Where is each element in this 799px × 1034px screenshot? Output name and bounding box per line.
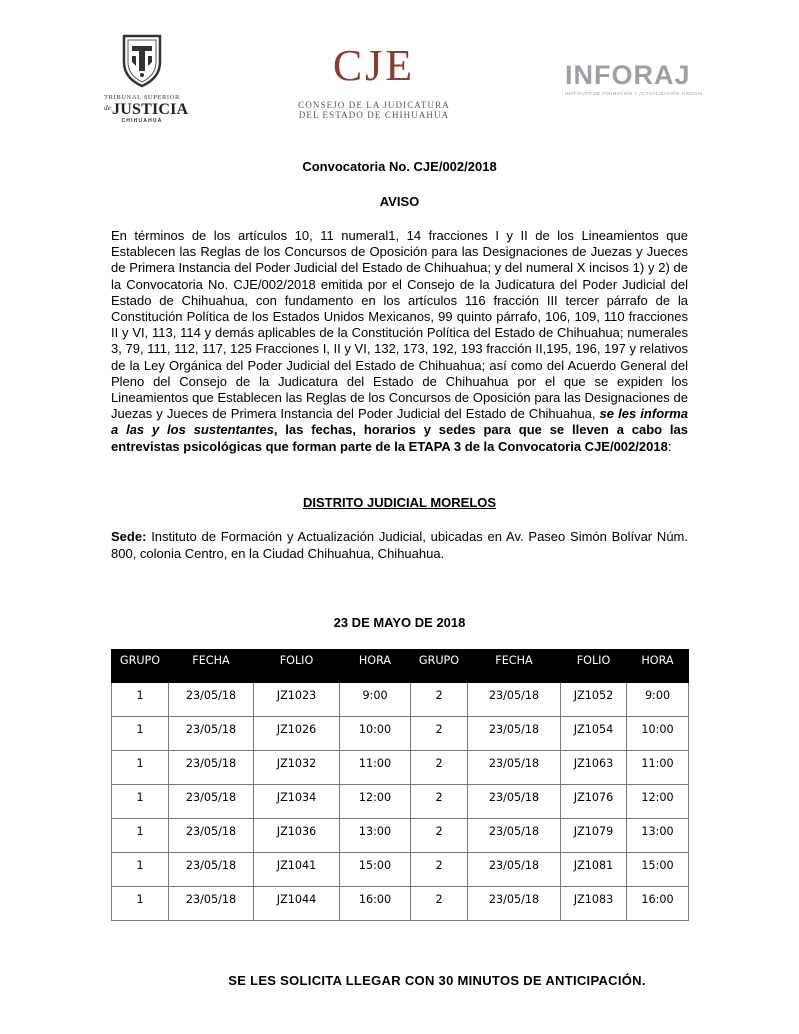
table-cell: JZ1034: [254, 785, 340, 819]
convocatoria-title: Convocatoria No. CJE/002/2018: [302, 159, 497, 174]
table-cell: JZ1026: [254, 717, 340, 751]
table-cell: JZ1036: [254, 819, 340, 853]
table-cell: 16:00: [340, 887, 411, 921]
table-cell: 9:00: [340, 683, 411, 717]
table-cell: 23/05/18: [169, 785, 254, 819]
sede-paragraph: [111, 528, 688, 562]
header-hora-2: HORA: [627, 650, 689, 683]
table-cell: JZ1044: [254, 887, 340, 921]
table-cell: 11:00: [340, 751, 411, 785]
inforaj-logo: [565, 60, 715, 100]
table-cell: 2: [411, 683, 468, 717]
cje-subtitle-line2: DEL ESTADO DE CHIHUAHUA: [298, 110, 450, 120]
table-cell: 23/05/18: [468, 819, 561, 853]
body-emphasis: se les informa a las y los sustentantes: [111, 406, 688, 438]
table-cell: 13:00: [627, 819, 689, 853]
table-header-row: [112, 650, 689, 683]
tsj-shield-icon: [118, 32, 166, 88]
table-cell: JZ1023: [254, 683, 340, 717]
table-cell: 2: [411, 717, 468, 751]
table-cell: 23/05/18: [468, 853, 561, 887]
header-grupo: GRUPO: [112, 650, 169, 683]
schedule-table: [111, 649, 689, 921]
tsj-bottom-text: CHIHUAHUA: [121, 118, 163, 124]
table-cell: JZ1052: [561, 683, 627, 717]
inforaj-mark: INFORAJ: [565, 60, 691, 90]
body-end: :: [667, 438, 672, 454]
header-fecha: FECHA: [169, 650, 254, 683]
tsj-logo: [104, 32, 189, 124]
table-cell: 23/05/18: [468, 887, 561, 921]
table-cell: 23/05/18: [169, 887, 254, 921]
body-bold-text: , las fechas, horarios y sedes para que se lleven a cabo las entrevistas psicológicas que forman parte de la ETAPA 3 de la Convocatoria CJE/002/2018: [111, 422, 689, 454]
table-cell: 2: [411, 887, 468, 921]
table-cell: 23/05/18: [169, 853, 254, 887]
table-cell: 15:00: [340, 853, 411, 887]
table-cell: 2: [411, 751, 468, 785]
header-grupo-2: GRUPO: [411, 650, 468, 683]
table-row: [112, 683, 689, 717]
table-cell: 12:00: [627, 785, 689, 819]
table-cell: 23/05/18: [169, 717, 254, 751]
aviso-heading: AVISO: [379, 194, 420, 209]
table-cell: 1: [112, 853, 169, 887]
table-cell: 2: [411, 785, 468, 819]
table-row: [112, 751, 689, 785]
cje-logo: [296, 41, 452, 124]
table-cell: JZ1079: [561, 819, 627, 853]
header-fecha-2: FECHA: [468, 650, 561, 683]
table-cell: JZ1054: [561, 717, 627, 751]
table-cell: JZ1063: [561, 751, 627, 785]
table-cell: 2: [411, 819, 468, 853]
cje-subtitle-line1: CONSEJO DE LA JUDICATURA: [298, 100, 450, 110]
table-cell: 23/05/18: [468, 717, 561, 751]
table-cell: 1: [112, 751, 169, 785]
table-cell: 23/05/18: [468, 683, 561, 717]
table-cell: 1: [112, 785, 169, 819]
table-cell: 23/05/18: [468, 785, 561, 819]
table-body: [112, 683, 689, 921]
table-cell: 11:00: [627, 751, 689, 785]
table-cell: 2: [411, 853, 468, 887]
table-cell: 1: [112, 683, 169, 717]
table-row: [112, 853, 689, 887]
distrito-heading: DISTRITO JUDICIAL MORELOS: [302, 495, 497, 510]
body-paragraph: [111, 228, 688, 455]
table-cell: 1: [112, 887, 169, 921]
tsj-top-text: TRIBUNAL SUPERIOR: [104, 94, 180, 101]
table-row: [112, 819, 689, 853]
table-cell: JZ1083: [561, 887, 627, 921]
sede-label: Sede:: [111, 529, 147, 544]
footer-notice: SE LES SOLICITA LLEGAR CON 30 MINUTOS DE ANTICIPACIÓN.: [228, 973, 646, 988]
tsj-main-text: $^{de}$JUSTICIA: [104, 101, 189, 118]
table-cell: 1: [112, 717, 169, 751]
cje-mark: CJE: [332, 41, 416, 90]
table-cell: 23/05/18: [468, 751, 561, 785]
table-cell: 23/05/18: [169, 819, 254, 853]
table-cell: JZ1076: [561, 785, 627, 819]
table-cell: JZ1032: [254, 751, 340, 785]
inforaj-subtitle: INSTITUTO DE FORMACIÓN Y ACTUALIZACIÓN JUDICIAL: [565, 91, 704, 96]
header-folio: FOLIO: [254, 650, 340, 683]
table-cell: 23/05/18: [169, 683, 254, 717]
table-cell: 23/05/18: [169, 751, 254, 785]
table-cell: 10:00: [627, 717, 689, 751]
table-cell: 13:00: [340, 819, 411, 853]
sede-text: Instituto de Formación y Actualización Judicial, ubicadas en Av. Paseo Simón Bolívar Núm. 800, colonia Centro, en la Ciudad Chihuahua, Chihuahua.: [111, 529, 688, 561]
table-row: [112, 887, 689, 921]
table-row: [112, 717, 689, 751]
table-cell: 10:00: [340, 717, 411, 751]
table-row: [112, 785, 689, 819]
table-cell: 1: [112, 819, 169, 853]
header-hora: HORA: [340, 650, 411, 683]
table-cell: 15:00: [627, 853, 689, 887]
table-cell: 12:00: [340, 785, 411, 819]
table-cell: 9:00: [627, 683, 689, 717]
table-cell: JZ1081: [561, 853, 627, 887]
table-cell: 16:00: [627, 887, 689, 921]
body-text: En términos de los artículos 10, 11 numeral1, 14 fracciones I y II de los Lineamientos que Establecen las Reglas de los Concursos de Oposición para las Designaciones de Juezas y Jueces de Primera Instancia del Poder Judicial del Estado de Chihuahua; y del numeral X incisos 1) y 2) de la Convocatoria No. CJE/002/2018 emitida por el Consejo de la Judicatura del Poder Judicial del Estado de Chihuahua, con fundamento en los artículos 116 fracción III tercer párrafo de la Constitución Política de los Estados Unidos Mexicanos, 99 quinto párrafo, 106, 109, 110 fracciones II y VI, 113, 114 y demás aplicables de la Constitución Política del Estado de Chihuahua; numerales 3, 79, 111, 112, 117, 125 Fracciones I, II y VI, 132, 173, 192, 193 fracción II,195, 196, 197 y relativos de la Ley Orgánica del Poder Judicial del Estado de Chihuahua; así como del Acuerdo General del Pleno del Consejo de la Judicatura del Estado de Chihuahua por el que se expiden los Lineamientos que Establecen las Reglas de los Concursos de Oposición para las Designaciones de Juezas y Jueces de Primera Instancia del Poder Judicial del Estado de Chihuahua,: [111, 228, 688, 422]
header-folio-2: FOLIO: [561, 650, 627, 683]
date-heading: 23 DE MAYO DE 2018: [333, 615, 466, 630]
table-cell: JZ1041: [254, 853, 340, 887]
